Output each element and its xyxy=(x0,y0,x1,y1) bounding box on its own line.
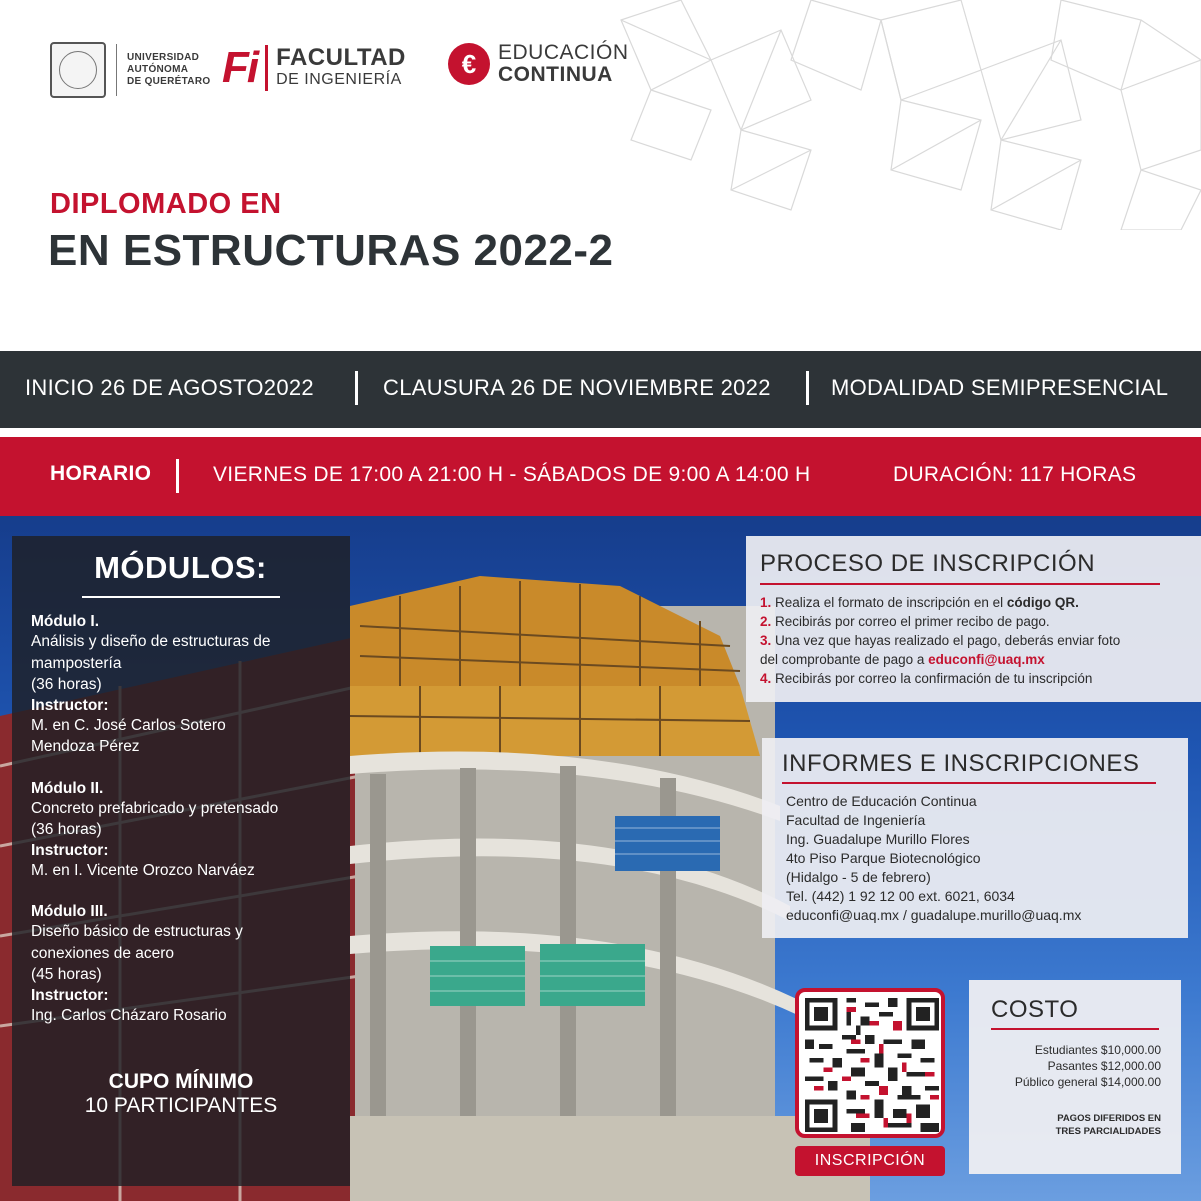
modulo-3-name-line-1: Diseño básico de estructuras y xyxy=(31,923,243,940)
informes-line: (Hidalgo - 5 de febrero) xyxy=(786,869,931,885)
modulo-2-hours: (36 horas) xyxy=(31,821,102,838)
modulo-1-hours: (36 horas) xyxy=(31,676,102,693)
informes-line: Facultad de Ingeniería xyxy=(786,812,926,828)
horario-label: HORARIO xyxy=(50,462,152,485)
divider xyxy=(760,583,1160,585)
informes-phone: Tel. (442) 1 92 12 00 ext. 6021, 6034 xyxy=(786,888,1015,904)
modulos-title: MÓDULOS: xyxy=(94,550,267,585)
duracion-text: DURACIÓN: 117 HORAS xyxy=(893,463,1137,486)
modalidad: MODALIDAD SEMIPRESENCIAL xyxy=(831,375,1169,400)
horario-text: VIERNES DE 17:00 A 21:00 H - SÁBADOS DE 9:00 A 14:00 H xyxy=(213,463,811,486)
cupo-title: CUPO MÍNIMO xyxy=(108,1070,254,1093)
modulo-3-instructor: Ing. Carlos Cházaro Rosario xyxy=(31,1006,227,1024)
clausura-date: CLAUSURA 26 DE NOVIEMBRE 2022 xyxy=(383,375,771,400)
informes-emails[interactable]: educonfi@uaq.mx / guadalupe.murillo@uaq.mx xyxy=(786,907,1082,923)
modulo-2-name: Concreto prefabricado y pretensado xyxy=(31,799,279,817)
modulo-2-instructor: M. en I. Vicente Orozco Narváez xyxy=(31,861,255,879)
uaq-logo xyxy=(50,42,210,98)
price-publico-general: Público general $14,000.00 xyxy=(1014,1075,1161,1089)
fi-line-2: DE INGENIERÍA xyxy=(276,71,402,88)
fi-mark-icon: Fi xyxy=(222,43,258,92)
proceso-step-1: 1. Realiza el formato de inscripción en el código QR. xyxy=(760,595,1079,610)
price-pasantes: Pasantes $12,000.00 xyxy=(1047,1059,1161,1073)
proceso-step-4: 4. Recibirás por correo la confirmación de tu inscripción xyxy=(760,671,1093,686)
modulo-3-instructor-label: Instructor: xyxy=(31,986,109,1004)
separator xyxy=(176,459,179,493)
page-title: EN ESTRUCTURAS 2022-2 xyxy=(48,226,614,275)
facultad-ingenieria-logo xyxy=(222,44,406,92)
uaq-seal-icon xyxy=(50,42,106,98)
modulo-2-instructor-label: Instructor: xyxy=(31,841,109,859)
modulo-2 xyxy=(31,779,330,882)
modulo-2-title: Módulo II. xyxy=(31,779,104,797)
proceso-inscripcion-panel xyxy=(746,536,1201,702)
uaq-line-1: UNIVERSIDAD xyxy=(127,52,200,63)
cupo-minimo xyxy=(12,1070,350,1118)
schedule-band xyxy=(0,437,1201,516)
geometric-pattern xyxy=(561,0,1201,230)
divider xyxy=(82,596,280,598)
uaq-line-2: AUTÓNOMA xyxy=(127,64,189,75)
modulo-1-instructor-line-2: Mendoza Pérez xyxy=(31,738,140,755)
modulo-3-title: Módulo III. xyxy=(31,903,108,920)
separator xyxy=(806,371,809,405)
header xyxy=(0,0,1201,350)
educacion-continua-logo xyxy=(448,42,629,86)
informes-panel xyxy=(762,738,1188,938)
modulo-3 xyxy=(31,902,330,1026)
modulo-3-hours: (45 horas) xyxy=(31,966,102,983)
email-link[interactable]: educonfi@uaq.mx xyxy=(928,652,1045,667)
uaq-line-3: DE QUERÉTARO xyxy=(127,76,211,87)
fi-line-1: FACULTAD xyxy=(276,44,406,71)
proceso-step-3: 3. Una vez que hayas realizado el pago, deberás enviar foto xyxy=(760,633,1121,648)
modulos-panel xyxy=(12,536,350,1186)
dates-band xyxy=(0,351,1201,428)
qr-code[interactable] xyxy=(795,988,945,1138)
costo-title: COSTO xyxy=(991,996,1079,1023)
title-prefix: DIPLOMADO EN xyxy=(50,188,282,220)
costo-panel xyxy=(969,980,1181,1174)
qr-code-icon xyxy=(805,998,939,1132)
modulo-3-name-line-2: conexiones de acero xyxy=(31,944,175,962)
cupo-value: 10 PARTICIPANTES xyxy=(84,1094,278,1117)
modulo-1-instructor-label: Instructor: xyxy=(31,696,109,714)
informes-line: Ing. Guadalupe Murillo Flores xyxy=(786,831,970,847)
proceso-step-2: 2. Recibirás por correo el primer recibo de pago. xyxy=(760,614,1050,629)
inscripcion-button[interactable]: INSCRIPCIÓN xyxy=(795,1146,945,1176)
proceso-title: PROCESO DE INSCRIPCIÓN xyxy=(760,550,1096,577)
inicio-date: INICIO 26 DE AGOSTO2022 xyxy=(25,375,314,400)
modulo-1-name-line-2: mampostería xyxy=(31,654,122,672)
ec-line-1: EDUCACIÓN xyxy=(498,41,629,64)
ec-mark-icon: € xyxy=(448,43,490,85)
separator xyxy=(355,371,358,405)
modulo-1 xyxy=(31,612,330,758)
proceso-step-3-cont: del comprobante de pago a educonfi@uaq.mx xyxy=(760,652,1045,667)
informes-line: Centro de Educación Continua xyxy=(786,793,977,809)
informes-title: INFORMES E INSCRIPCIONES xyxy=(782,750,1140,777)
modulo-1-title: Módulo I. xyxy=(31,613,100,630)
price-estudiantes: Estudiantes $10,000.00 xyxy=(1034,1043,1161,1057)
divider xyxy=(782,782,1156,784)
informes-line: 4to Piso Parque Biotecnológico xyxy=(786,850,981,866)
divider xyxy=(991,1028,1159,1030)
pagos-note: PAGOS DIFERIDOS EN TRES PARCIALIDADES xyxy=(1055,1113,1161,1137)
ec-line-2: CONTINUA xyxy=(498,63,613,86)
modulo-1-name-line-1: Análisis y diseño de estructuras de xyxy=(31,633,271,650)
modulo-1-instructor-line-1: M. en C. José Carlos Sotero xyxy=(31,716,226,734)
